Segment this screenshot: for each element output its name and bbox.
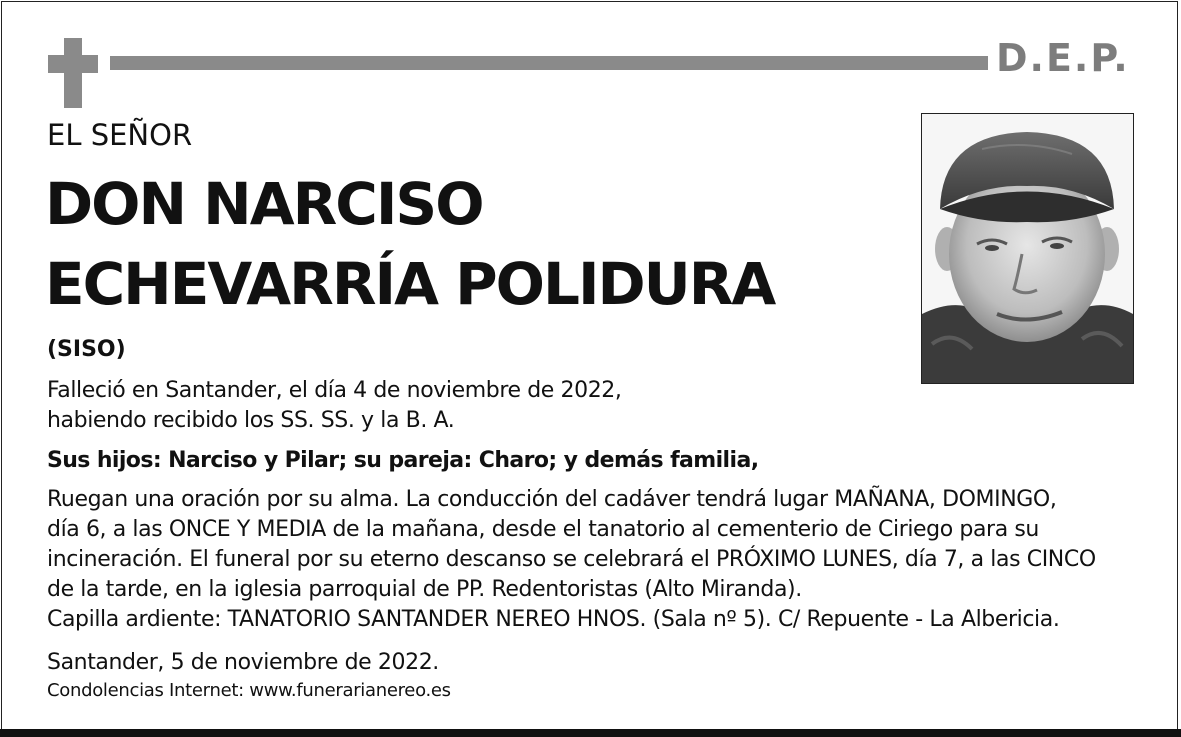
cross-icon [64, 38, 82, 108]
bottom-rule [0, 729, 1181, 737]
portrait-photo [921, 113, 1134, 384]
honorific: EL SEÑOR [47, 118, 193, 152]
service-line: Ruegan una oración por su alma. La conducción del cadáver tendrá lugar MAÑANA, DOMINGO, [47, 487, 1057, 512]
service-line: día 6, a las ONCE Y MEDIA de la mañana, desde el tanatorio al cementerio de Ciriego para su [47, 517, 1039, 542]
death-line-2: habiendo recibido los SS. SS. y la B. A. [47, 408, 455, 433]
condolences-line: Condolencias Internet: www.funerarianereo.es [47, 680, 451, 701]
header-rule [110, 56, 988, 70]
service-line: de la tarde, en la iglesia parroquial de PP. Redentoristas (Alto Miranda). [47, 577, 802, 602]
service-line: incineración. El funeral por su eterno descanso se celebrará el PRÓXIMO LUNES, día 7, a las CINCO [47, 547, 1096, 572]
place-date: Santander, 5 de noviembre de 2022. [47, 650, 439, 675]
nickname: (SISO) [47, 337, 126, 362]
cross-icon-bar [48, 55, 98, 73]
service-line: Capilla ardiente: TANATORIO SANTANDER NEREO HNOS. (Sala nº 5). C/ Repuente - La Albericia. [47, 607, 1060, 632]
deceased-name-line2: ECHEVARRÍA POLIDURA [45, 250, 775, 318]
deceased-name-line1: DON NARCISO [45, 170, 483, 238]
portrait-icon [922, 114, 1133, 383]
dep-label: D.E.P. [996, 36, 1130, 80]
family-line: Sus hijos: Narciso y Pilar; su pareja: Charo; y demás familia, [47, 448, 759, 473]
death-line-1: Falleció en Santander, el día 4 de noviembre de 2022, [47, 378, 622, 403]
